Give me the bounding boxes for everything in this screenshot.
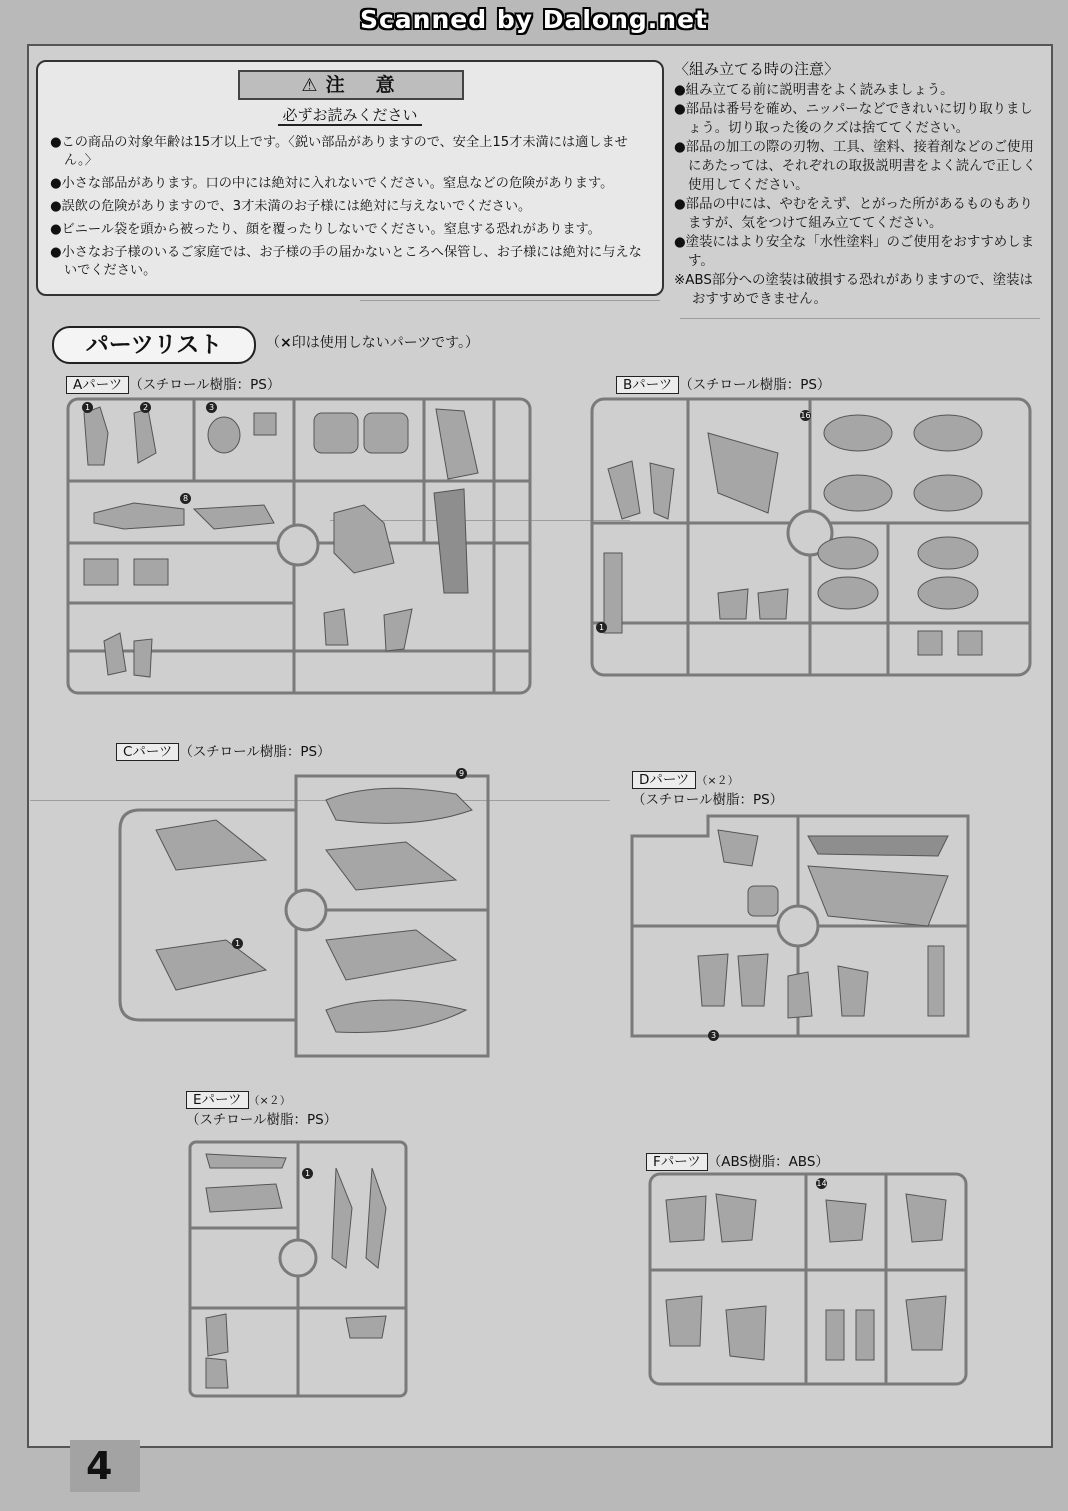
- parts-list-note: （×印は使用しないパーツです。）: [266, 335, 480, 351]
- warning-icon: ⚠: [301, 75, 318, 96]
- sheet-b-title: Bパーツ （スチロール樹脂：PS）: [616, 373, 830, 393]
- caution-item: ●この商品の対象年齢は15才以上です。〈鋭い部品がありますので、安全上15才未満には適しません。〉: [50, 135, 628, 168]
- caution-subtitle: 必ずお読みください: [38, 104, 662, 125]
- runner-a-diagram: [64, 393, 534, 697]
- sheet-a-title: Aパーツ （スチロール樹脂：PS）: [66, 373, 280, 393]
- assembly-notes: [674, 58, 1044, 309]
- part-number-marker: 3: [206, 402, 217, 413]
- runner-e-diagram: [186, 1138, 410, 1400]
- banner-text: Scanned by Dalong.net: [359, 5, 708, 34]
- runner-c-diagram: [116, 770, 500, 1062]
- note-item: ●部品の中には、やむをえず、とがった所があるものもありますが、気をつけて組み立ててください。: [674, 197, 1033, 231]
- sheet-f-title: Fパーツ （ABS樹脂：ABS）: [646, 1150, 829, 1170]
- note-item: ●部品の加工の際の刃物、工具、塗料、接着剤などのご使用にあたっては、それぞれの取扱説明書をよく読んで正しく使用してください。: [674, 140, 1037, 193]
- sheet-e-title: Eパーツ （×２） （スチロール樹脂：PS）: [186, 1092, 338, 1128]
- scan-banner: [0, 0, 1068, 40]
- assembly-notes-title: 〈組み立てる時の注意〉: [674, 60, 840, 78]
- sheet-d-title: Dパーツ （×２） （スチロール樹脂：PS）: [632, 772, 784, 808]
- bg-line: [680, 318, 1040, 319]
- runner-f-diagram: [646, 1170, 970, 1388]
- caution-item: ●ビニール袋を頭から被ったり、顔を覆ったりしないでください。窒息する恐れがあります。: [50, 222, 601, 237]
- part-number-marker: 14: [816, 1179, 827, 1188]
- part-number-marker: 1: [82, 402, 93, 413]
- runner-b-diagram: [588, 393, 1034, 679]
- caution-item: ●小さなお子様のいるご家庭では、お子様の手の届かないところへ保管し、お子様には絶対に与えないでください。: [50, 245, 642, 278]
- assembly-notes-list: [674, 81, 1044, 309]
- part-number-marker: 2: [140, 402, 151, 413]
- note-item: ●塗装にはより安全な「水性塗料」のご使用をおすすめします。: [674, 235, 1034, 269]
- parts-list-label: パーツリスト: [52, 326, 256, 364]
- caution-item: ●小さな部品があります。口の中には絶対に入れないでください。窒息などの危険があります。: [50, 176, 614, 191]
- part-number-marker: 1: [232, 938, 243, 949]
- part-number-marker: 16: [800, 411, 811, 420]
- runner-d-diagram: [628, 806, 974, 1042]
- caution-title: ⚠ 注 意: [238, 70, 464, 100]
- caution-item: ●誤飲の危険がありますので、3才未満のお子様には絶対に与えないでください。: [50, 199, 532, 214]
- page-number: 4: [86, 1444, 113, 1488]
- sheet-c-title: Cパーツ （スチロール樹脂：PS）: [116, 740, 331, 760]
- note-item: ●部品は番号を確め、ニッパーなどできれいに切り取りましょう。切り取った後のクズは捨ててください。: [674, 102, 1033, 136]
- bg-line: [360, 300, 660, 301]
- part-number-marker: 1: [302, 1168, 313, 1179]
- part-number-marker: 3: [708, 1030, 719, 1041]
- caution-list: [50, 134, 650, 285]
- part-number-marker: 8: [180, 493, 191, 504]
- caution-box: [36, 60, 664, 296]
- note-item: ●組み立てる前に説明書をよく読みましょう。: [674, 83, 954, 98]
- note-item: ※ABS部分への塗装は破損する恐れがありますので、塗装はおすすめできません。: [674, 273, 1033, 307]
- part-number-marker: 1: [596, 622, 607, 633]
- part-number-marker: 9: [456, 768, 467, 779]
